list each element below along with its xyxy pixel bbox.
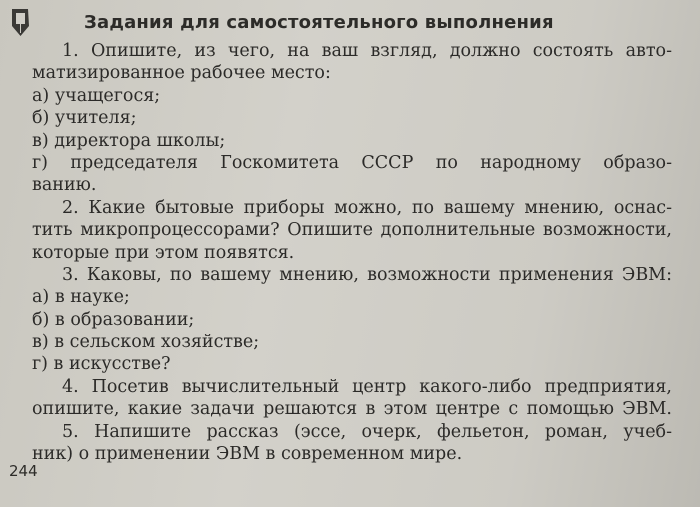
- page-number: 244: [9, 462, 38, 480]
- text-line: тить микропроцессорами? Опишите дополнительные возможности,: [32, 220, 672, 241]
- text-line: 3. Каковы, по вашему мнению, возможности применения ЭВМ:: [62, 264, 672, 285]
- section-title: Задания для самостоятельного выполнения: [84, 11, 554, 33]
- text-line: в) директора школы;: [32, 130, 226, 151]
- text-line: г) в искусстве?: [32, 354, 171, 375]
- text-line: ванию.: [32, 175, 97, 196]
- pencil-icon: [8, 6, 34, 38]
- task-list: [32, 40, 672, 465]
- text-line: которые при этом появятся.: [32, 242, 295, 263]
- text-line: опишите, какие задачи решаются в этом центре с помощью ЭВМ.: [32, 399, 672, 420]
- text-line: а) учащегося;: [32, 85, 161, 106]
- text-line: 5. Напишите рассказ (эссе, очерк, фельетон, роман, учеб-: [62, 421, 672, 442]
- section-header: [8, 6, 554, 38]
- text-line: б) учителя;: [32, 108, 137, 129]
- text-line: ник) о применении ЭВМ в современном мире.: [32, 444, 463, 465]
- text-line: 4. Посетив вычислительный центр какого-либо предприятия,: [62, 376, 672, 397]
- text-line: матизированное рабочее место:: [32, 63, 331, 84]
- text-line: 1. Опишите, из чего, на ваш взгляд, должно состоять авто-: [62, 41, 672, 61]
- text-line: г) председателя Госкомитета СССР по народному образо-: [32, 152, 672, 173]
- text-line: в) в сельском хозяйстве;: [32, 332, 260, 353]
- text-line: б) в образовании;: [32, 309, 195, 330]
- text-line: а) в науке;: [32, 287, 130, 308]
- text-line: 2. Какие бытовые приборы можно, по вашему мнению, оснас-: [62, 197, 672, 218]
